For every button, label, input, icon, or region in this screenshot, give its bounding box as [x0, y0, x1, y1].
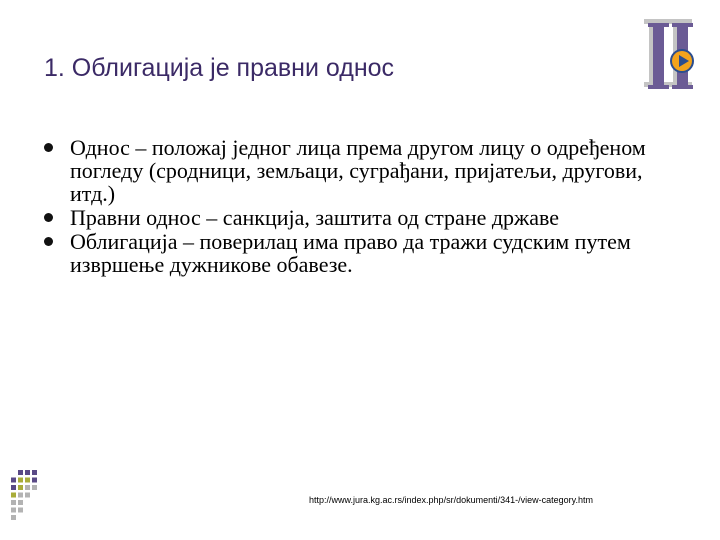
- grid-dot: [11, 515, 16, 520]
- bullet-dot-icon: [44, 143, 53, 152]
- grid-dot: [11, 478, 16, 483]
- grid-dot: [18, 493, 23, 498]
- bullet-text: Правни однос – санкција, заштита од стране државе: [70, 205, 560, 230]
- grid-dot: [32, 478, 37, 483]
- grid-dot: [11, 500, 16, 505]
- grid-dot: [11, 493, 16, 498]
- slide-title: 1. Облигација је правни однос: [44, 54, 395, 82]
- grid-dot: [25, 493, 30, 498]
- source-link[interactable]: http://www.jura.kg.ac.rs/index.php/sr/dokumenti/341-/view-category.htm: [309, 495, 593, 505]
- grid-dot: [18, 500, 23, 505]
- grid-dot: [18, 470, 23, 475]
- grid-dot: [32, 470, 37, 475]
- bullet-item: [44, 136, 684, 205]
- bullet-item: [44, 230, 684, 276]
- grid-dot: [18, 508, 23, 513]
- grid-dot: [11, 508, 16, 513]
- grid-dot: [25, 485, 30, 490]
- dot-grid-icon: [11, 470, 47, 524]
- bullet-item: [44, 206, 684, 229]
- grid-dot: [32, 485, 37, 490]
- grid-dot: [25, 470, 30, 475]
- grid-dot: [11, 485, 16, 490]
- bullet-text: Однос – положај једног лица према другом лицу о одређеном погледу (сродници, земљаци, суграђани, пријатељи, другови, итд.): [70, 135, 646, 206]
- bullet-list: [44, 136, 684, 277]
- grid-dot: [18, 485, 23, 490]
- grid-dot: [25, 478, 30, 483]
- grid-dot: [18, 478, 23, 483]
- bullet-dot-icon: [44, 237, 53, 246]
- bullet-text: Облигација – поверилац има право да тражи судским путем извршење дужникове обавезе.: [70, 229, 631, 277]
- ii-logo-icon: [636, 16, 706, 92]
- bullet-dot-icon: [44, 213, 53, 222]
